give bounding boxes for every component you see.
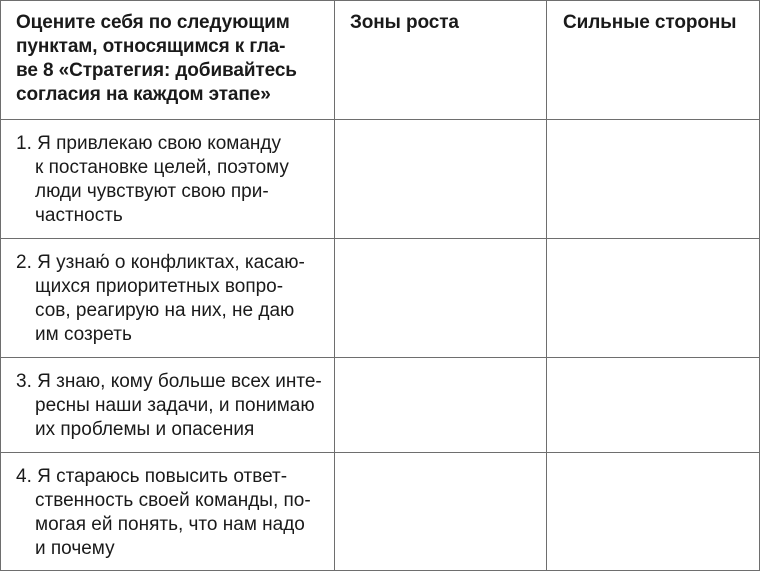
statement-cell xyxy=(1,239,335,358)
strengths-cell[interactable] xyxy=(547,453,760,571)
strengths-text xyxy=(547,358,759,370)
growth-text xyxy=(335,239,546,251)
statement-line: сов, реагирую на них, не даю xyxy=(35,300,295,321)
header-growth-text: Зоны роста xyxy=(350,12,459,33)
strengths-cell[interactable] xyxy=(547,120,760,239)
statement-line: могая ей понять, что нам надо xyxy=(35,514,305,535)
growth-text xyxy=(335,358,546,370)
statement-line: им созреть xyxy=(35,324,132,345)
strengths-cell[interactable] xyxy=(547,239,760,358)
statement-text xyxy=(1,120,334,228)
growth-text xyxy=(335,453,546,465)
strengths-text xyxy=(547,239,759,251)
strengths-text xyxy=(547,120,759,132)
statement-cell xyxy=(1,358,335,453)
header-criteria-text: Оцените себя по следующим пунктам, относящимся к гла- ве 8 «Стратегия: добивайтесь согласия на каждом этапе» xyxy=(16,12,297,105)
header-strengths-text: Сильные стороны xyxy=(563,12,737,33)
statement-line: и почему xyxy=(35,538,115,559)
statement-line: люди чувствуют свою при- xyxy=(35,181,269,202)
statement-text xyxy=(1,453,334,561)
strengths-text xyxy=(547,453,759,465)
statement-line: щихся приоритетных вопро- xyxy=(35,276,284,297)
growth-cell[interactable] xyxy=(335,120,547,239)
statement-cell xyxy=(1,120,335,239)
table-row xyxy=(1,358,760,453)
table-row xyxy=(1,239,760,358)
statement-line: их проблемы и опасения xyxy=(35,419,255,440)
statement-text xyxy=(1,358,334,442)
growth-cell[interactable] xyxy=(335,453,547,571)
header-cell-criteria xyxy=(1,1,335,120)
strengths-cell[interactable] xyxy=(547,358,760,453)
statement-line: ресны наши задачи, и понимаю xyxy=(35,395,315,416)
statement-line: ственность своей команды, по- xyxy=(35,490,311,511)
header-cell-growth xyxy=(335,1,547,120)
statement-line: 1. Я привлекаю свою команду xyxy=(16,133,282,154)
growth-text xyxy=(335,120,546,132)
growth-cell[interactable] xyxy=(335,239,547,358)
growth-cell[interactable] xyxy=(335,358,547,453)
table-row xyxy=(1,120,760,239)
statement-line: 2. Я узнаю́ о конфликтах, касаю- xyxy=(16,252,305,273)
header-cell-strengths xyxy=(547,1,760,120)
table-header-row xyxy=(1,1,760,120)
table-row xyxy=(1,453,760,571)
statement-line: 4. Я стараюсь повысить ответ- xyxy=(16,466,288,487)
statement-cell xyxy=(1,453,335,571)
statement-line: 3. Я знаю, кому больше всех инте- xyxy=(16,371,322,392)
statement-line: к постановке целей, поэтому xyxy=(35,157,289,178)
statement-line: частность xyxy=(35,205,123,226)
statement-text xyxy=(1,239,334,347)
